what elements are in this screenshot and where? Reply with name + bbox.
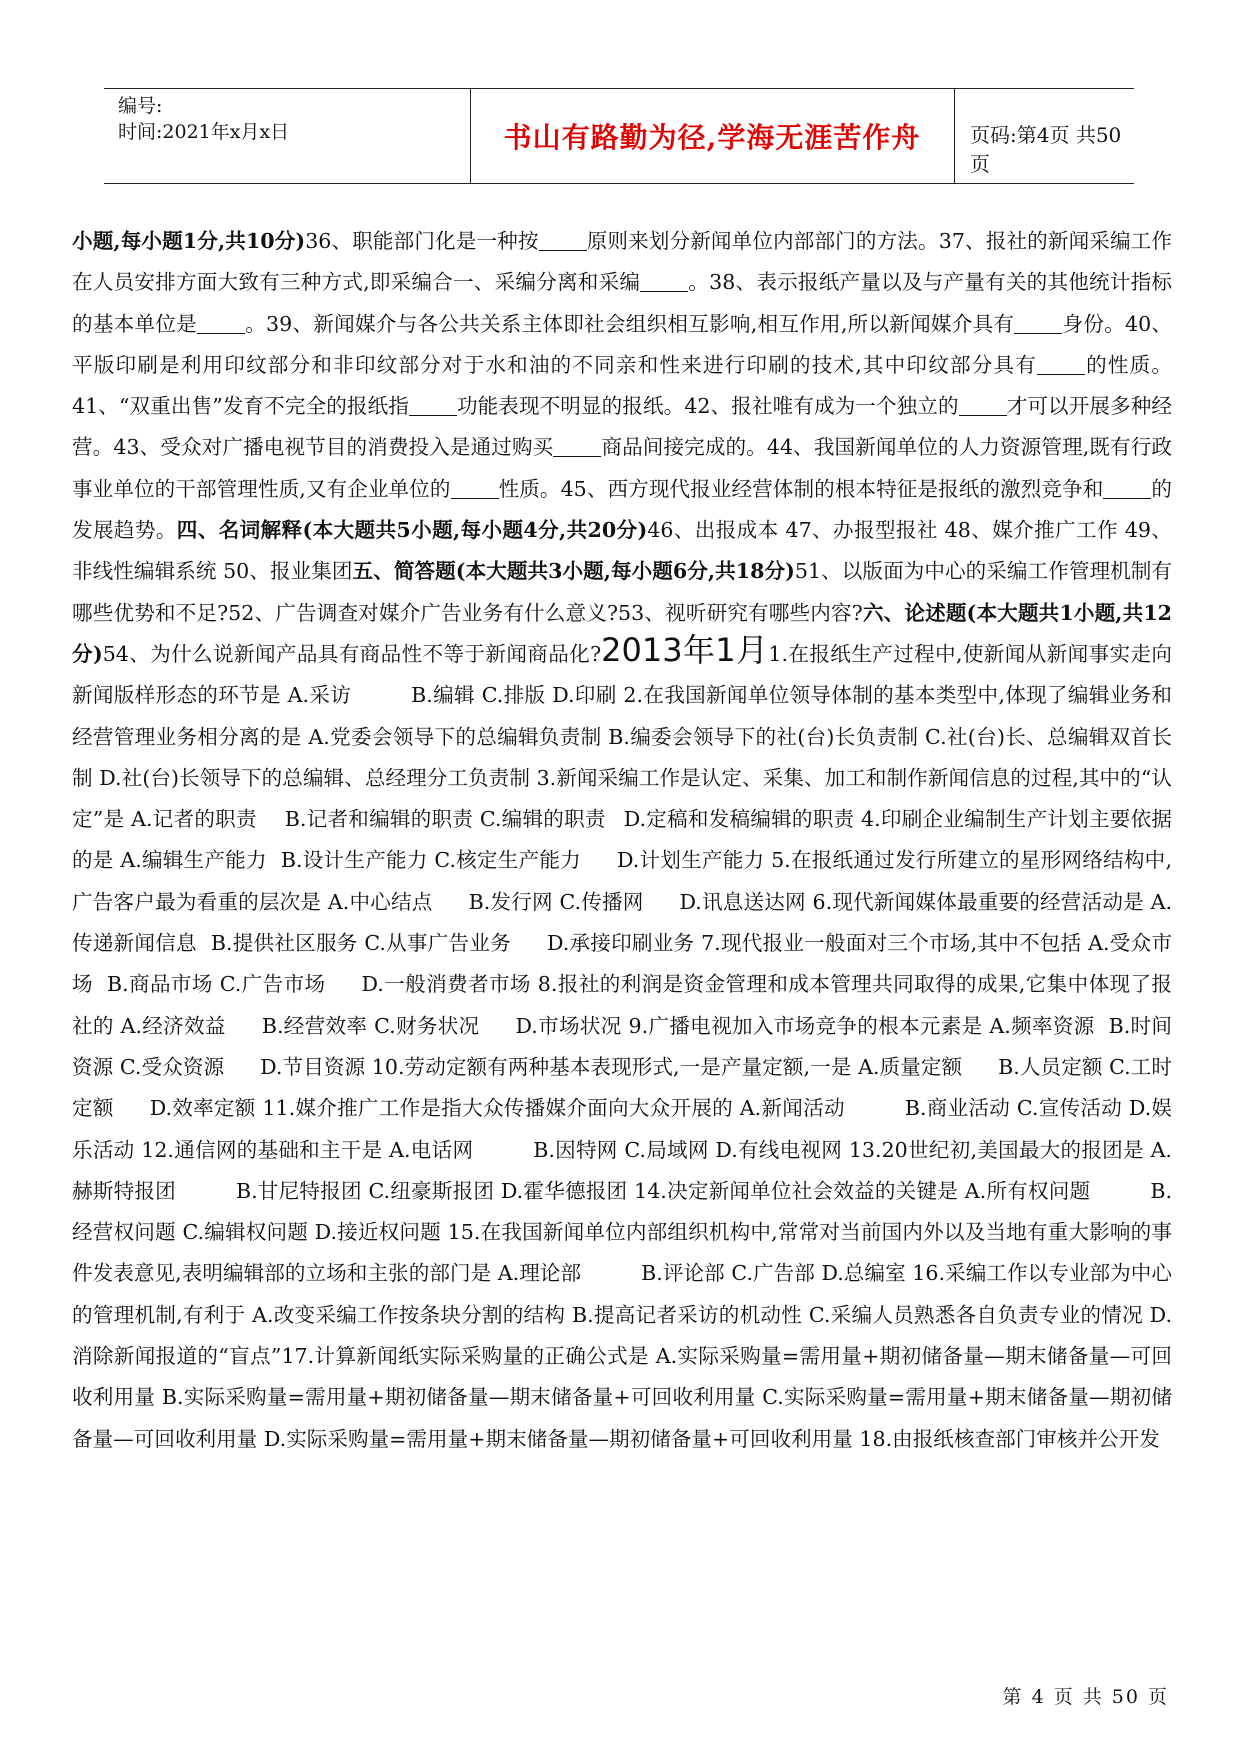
body-text: B.评论部 C.广告部 D.总编室 16.采编工作以专业部为中心的管理机制,有利于 A.改变采编工作按条块分割的结构 B.提高记者采访的机动性 C.采编人员熟悉各自负责专业的情况 D.消除新闻报道的“盲点”17.计算新闻纸实际采购量的正确公式是 A.实际采购量=需用量+期初储备量—期末储备量—可回收利用量 B.实际采购量=需用量+期初储备量—期末储备量+可回收利用量 C.实际采购量=需用量+期末储备量—期初储备量—可回收利用量 D.实际采购量=需用量+期末储备量—期初储备量+可回收利用量 18.由报纸核查部门审核并公开发 [72,1261,1172,1451]
fill-blank [409,395,457,417]
body-text: B.甘尼特报团 C.纽豪斯报团 D.霍华德报团 14.决定新闻单位社会效益的关键是 A.所有权问题 [235,1178,1091,1203]
body-text: 功能表现不明显的报纸。42、报社唯有成为一个独立的 [456,394,959,419]
body-text: B.编辑 C.排版 D.印刷 2.在我国新闻单位领导体制的基本类型中,体现了编辑业务和经营管理业务相分离的是 A.党委会领导下的总编辑负责制 B.编委会领导下的社(台)长负责制 C.社(台)长、总编辑双首长制 D.社(台)长领导下的总编辑、总经理分工负责制 3.新闻采编工作是认定、采集、加工和制作新闻信息的过程,其中的“认定”是 A.记者的职责 [72,683,1172,832]
body-text: 的性质。41、“双重出售”发育不完全的报纸指 [72,352,1173,419]
header-motto: 书山有路勤为径,学海无涯苦作舟 [503,121,921,154]
section-heading: 六、论述题(本大题共1小题,共12分) [72,600,1173,666]
body-text: 原则来划分新闻单位内部部门的方法。37、报社的新闻采编工作在人员安排方面大致有三种方式,即采编合一、采编分离和采编 [72,229,1172,295]
body-text: B.设计生产能力 C.核定生产能力 [280,848,581,873]
body-text: B.商品市场 C.广告市场 [106,972,326,997]
body-text: 才可以开展多种经营。43、受众对广播电视节目的消费投入是通过购买 [72,394,1172,460]
body-text: B.时间资源 C.受众资源 [72,1013,1173,1079]
fill-blank [959,395,1007,417]
body-text: 身份。40、平版印刷是利用印纹部分和非印纹部分对于水和油的不同亲和性来进行印刷的技术,其中印纹部分具有 [72,311,1173,377]
body-text: D.承接印刷业务 7.现代报业一般面对三个市场,其中不包括 A.受众市场 [72,931,1173,997]
body-text: B.记者和编辑的职责 C.编辑的职责 [284,807,606,832]
body-text: 54、为什么说新闻产品具有商品性不等于新闻商品化? [102,641,602,666]
fill-blank [451,477,499,499]
body-text: 。39、新闻媒介与各公共关系主体即社会组织相互影响,相互作用,所以新闻媒介具有 [244,311,1015,336]
page-code: 页码:第4页 共50页 [970,123,1122,176]
body-text: D.讯息送达网 6.现代新闻媒体最重要的经营活动是 A.传递新闻信息 [72,889,1173,956]
body-text: 51、以版面为中心的采编工作管理机制有哪些优势和不足?52、广告调查对媒介广告业务有什么意义?53、视听研究有哪些内容? [72,559,1172,625]
body-text: B.因特网 C.局域网 D.有线电视网 13.20世纪初,美国最大的报团是 A.赫斯特报团 [72,1137,1172,1203]
body-text: B.人员定额 C.工时定额 [72,1054,1172,1121]
fill-blank [553,436,601,458]
body-text: B.商业活动 C.宣传活动 D.娱乐活动 12.通信网的基础和主干是 A.电话网 [72,1096,1172,1162]
fill-blank [539,229,587,251]
body-text: D.效率定额 11.媒介推广工作是指大众传播媒介面向大众开展的 A.新闻活动 [149,1096,845,1121]
body-text: 1.在报纸生产过程中,使新闻从新闻事实走向新闻版样形态的环节是 A.采访 [72,641,1172,708]
page-footer: 第 4 页 共 50 页 [1002,1686,1169,1708]
body-text: D.市场状况 9.广播电视加入市场竞争的根本元素是 A.频率资源 [515,1013,1095,1038]
header-divider-right [954,89,955,183]
fill-blank [1037,353,1085,375]
time-label: 时间:2021年x月x日 [118,121,290,143]
serial-label: 编号: [118,95,163,117]
section-heading: 小题,每小题1分,共10分) [72,229,306,253]
body-text: 。38、表示报纸产量以及与产量有关的其他统计指标的基本单位是 [72,270,1173,336]
body-text: 的发展趋势。 [72,476,1173,543]
document-body [72,221,1172,1460]
body-text: B.发行网 C.传播网 [468,889,644,914]
body-text: 46、出报成本 47、办报型报社 48、媒介推广工作 49、非线性编辑系统 50、报业集团 [72,518,1172,584]
body-text: D.计划生产能力 5.在报纸通过发行所建立的星形网络结构中,广告客户最为看重的层次是 A.中心结点 [72,848,1173,914]
fill-blank [1103,477,1151,499]
section-heading: 四、名词解释(本大题共5小题,每小题4分,共20分) [176,518,648,543]
body-text: D.一般消费者市场 8.报社的利润是资金管理和成本管理共同取得的成果,它集中体现了报社的 A.经济效益 [72,972,1173,1038]
body-text: B.经营效率 C.财务状况 [261,1013,480,1038]
body-text: 性质。45、西方现代报业经营体制的根本特征是报纸的激烈竞争和 [498,476,1104,501]
body-paragraph [72,221,1172,1460]
section-heading: 五、简答题(本大题共3小题,每小题6分,共18分) [352,559,795,584]
body-text: D.节目资源 10.劳动定额有两种基本表现形式,一是产量定额,一是 A.质量定额 [260,1054,963,1079]
fill-blank [640,271,688,293]
body-text: B.提供社区服务 C.从事广告业务 [210,931,511,956]
body-text: D.定稿和发稿编辑的职责 4.印刷企业编制生产计划主要依据的是 A.编辑生产能力 [72,807,1172,873]
body-text: 36、职能部门化是一种按 [305,229,539,253]
fill-blank [1014,312,1062,334]
body-text: 商品间接完成的。44、我国新闻单位的人力资源管理,既有行政事业单位的干部管理性质,又有企业单位的 [72,435,1173,501]
page-header [104,88,1134,184]
exam-date-heading: 2013年1月 [601,630,769,669]
fill-blank [197,312,245,334]
body-text: B.经营权问题 C.编辑权问题 D.接近权问题 15.在我国新闻单位内部组织机构中,常常对当前国内外以及当地有重大影响的事件发表意见,表明编辑部的立场和主张的部门是 A.理论部 [72,1178,1172,1286]
header-meta [118,93,463,145]
